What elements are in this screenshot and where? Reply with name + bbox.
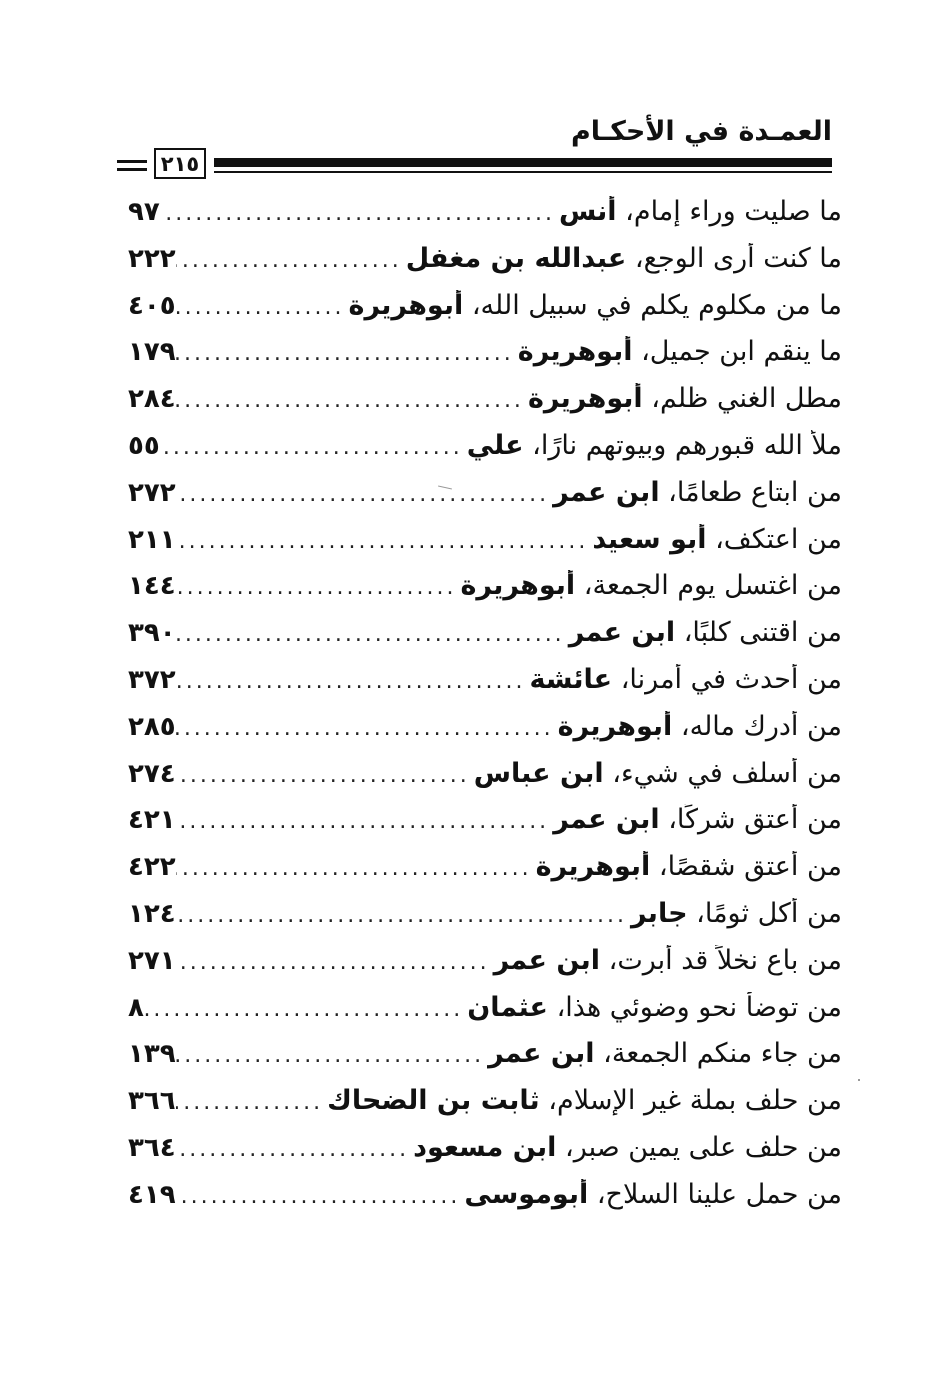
- entry-narrator: عبدالله بن مغفل: [405, 242, 627, 274]
- leader-dots: [176, 669, 530, 694]
- entry-text: من أحدث في أمرنا،: [620, 663, 842, 695]
- entry-narrator: ابن مسعود: [413, 1131, 557, 1163]
- index-entry: [128, 898, 842, 945]
- page-number: ٢١٥: [154, 148, 206, 179]
- index-entry: [128, 945, 842, 992]
- entry-narrator: أبوهريرة: [557, 710, 673, 742]
- index-entry: [128, 1038, 842, 1085]
- entry-narrator: عائشة: [529, 663, 613, 695]
- header-rule-stub: [117, 168, 147, 171]
- entry-narrator: أبوهريرة: [535, 851, 651, 883]
- entry-page-number: ١٣٩: [128, 1039, 176, 1070]
- entry-narrator: أبو سعيد: [592, 523, 707, 555]
- entry-text: من أكل ثومًا،: [696, 897, 842, 929]
- entry-text: ملأ الله قبورهم وبيوتهم نارًا،: [532, 429, 842, 461]
- leader-dots: [176, 1043, 489, 1068]
- index-entry: [128, 664, 842, 711]
- entry-page-number: ٨: [128, 992, 144, 1023]
- index-entry: [128, 383, 842, 430]
- entry-narrator: ابن عمر: [568, 617, 676, 649]
- entry-page-number: ٢١١: [128, 524, 176, 555]
- entry-narrator: أبوهريرة: [527, 383, 643, 415]
- entry-narrator: أبوهريرة: [348, 289, 464, 321]
- entry-page-number: ٩٧: [128, 197, 160, 227]
- entry-text: من ابتاع طعامًا،: [668, 476, 842, 508]
- entry-page-number: ٣٦٦: [128, 1086, 176, 1117]
- entry-text: مطل الغني ظلم،: [651, 383, 842, 415]
- entry-page-number: ٢٧٤: [128, 758, 176, 789]
- index-entry: [128, 617, 842, 664]
- leader-dots: [176, 809, 554, 834]
- entry-text: من أسلف في شيء،: [612, 757, 842, 789]
- index-entry: [128, 336, 842, 383]
- entry-text: ما كنت أرى الوجع،: [634, 242, 842, 274]
- entry-page-number: ٥٥: [128, 430, 160, 461]
- leader-dots: [176, 950, 494, 975]
- entry-page-number: ٣٩٠: [128, 618, 176, 649]
- entry-narrator: ابن عمر: [488, 1038, 595, 1070]
- entry-narrator: أنس: [558, 196, 617, 227]
- entry-text: من أدرك ماله،: [680, 710, 842, 742]
- entry-text: من توضأ نحو وضوئي هذا،: [556, 991, 842, 1023]
- entry-page-number: ٣٧٢: [128, 664, 176, 695]
- entry-page-number: ٢٨٤: [128, 384, 176, 415]
- entry-narrator: ابن عمر: [493, 944, 601, 976]
- leader-dots: [176, 903, 631, 928]
- header-rule-stub: [117, 160, 147, 163]
- entry-narrator: ابن عباس: [473, 757, 604, 789]
- entry-page-number: ١٤٤: [128, 571, 176, 602]
- entry-text: من أعتق شقصًا،: [658, 851, 842, 883]
- entry-page-number: ٣٦٤: [128, 1132, 176, 1163]
- entry-narrator: أبوهريرة: [460, 570, 576, 602]
- leader-dots: [176, 763, 474, 788]
- entry-text: ما صليت وراء إمام،: [625, 196, 842, 227]
- entry-text: من أعتق شركًا،: [668, 804, 842, 836]
- index-list: [128, 196, 842, 1226]
- entry-narrator: ابن عمر: [553, 476, 660, 508]
- leader-dots: [176, 1090, 328, 1115]
- leader-dots: [176, 1184, 465, 1209]
- leader-dots: [176, 716, 558, 741]
- entry-page-number: ٢٧٢: [128, 477, 176, 508]
- index-entry: [128, 758, 842, 805]
- leader-dots: [176, 856, 536, 881]
- entry-page-number: ٢٢٢: [128, 243, 176, 274]
- leader-dots: [160, 201, 559, 226]
- entry-text: من حلف على يمين صبر،: [565, 1131, 842, 1163]
- leader-dots: [176, 529, 593, 554]
- entry-narrator: أبوموسى: [464, 1178, 589, 1210]
- index-entry: [128, 1132, 842, 1179]
- entry-page-number: ٤٢٢: [128, 852, 176, 883]
- entry-narrator: عثمان: [467, 991, 548, 1023]
- entry-narrator: أبوهريرة: [517, 336, 633, 368]
- leader-dots: [160, 435, 467, 460]
- entry-text: من حلف بملة غير الإسلام،: [548, 1085, 842, 1117]
- index-entry: [128, 196, 842, 243]
- index-entry: [128, 992, 842, 1039]
- entry-page-number: ١٢٤: [128, 898, 176, 929]
- index-entry: [128, 851, 842, 898]
- leader-dots: [176, 341, 518, 366]
- entry-text: ما ينقم ابن جميل،: [641, 336, 842, 368]
- index-entry: [128, 1179, 842, 1226]
- scan-speck: [858, 1079, 860, 1081]
- index-entry: [128, 804, 842, 851]
- running-title: العمـدة في الأحكـام: [571, 116, 832, 147]
- index-entry: [128, 1085, 842, 1132]
- index-entry: [128, 430, 842, 477]
- entry-page-number: ٤١٩: [128, 1179, 176, 1210]
- leader-dots: [176, 1137, 413, 1162]
- leader-dots: [176, 248, 406, 273]
- entry-page-number: ٢٨٥: [128, 711, 176, 742]
- index-entry: [128, 477, 842, 524]
- entry-page-number: ٤٢١: [128, 805, 176, 836]
- entry-narrator: ابن عمر: [553, 804, 660, 836]
- leader-dots: [176, 622, 569, 647]
- leader-dots: [176, 575, 461, 600]
- leader-dots: [176, 295, 349, 320]
- entry-text: من باع نخلاً قد أبرت،: [608, 944, 842, 976]
- index-entry: [128, 711, 842, 758]
- entry-narrator: جابر: [631, 897, 688, 929]
- entry-narrator: علي: [466, 429, 524, 461]
- entry-page-number: ٤٠٥: [128, 290, 176, 321]
- leader-dots: [176, 482, 554, 507]
- entry-page-number: ٢٧١: [128, 945, 176, 976]
- entry-text: من اعتكف،: [715, 523, 842, 555]
- entry-text: ما من مكلوم يكلم في سبيل الله،: [471, 289, 842, 321]
- entry-text: من حمل علينا السلاح،: [596, 1178, 842, 1210]
- leader-dots: [176, 388, 528, 413]
- header-rule-thick: [214, 158, 832, 167]
- entry-narrator: ثابت بن الضحاك: [327, 1085, 540, 1117]
- entry-text: من جاء منكم الجمعة،: [603, 1038, 842, 1070]
- entry-page-number: ١٧٩: [128, 337, 176, 368]
- header-rule-thin: [214, 171, 832, 173]
- entry-text: من اغتسل يوم الجمعة،: [583, 570, 842, 602]
- index-entry: [128, 243, 842, 290]
- leader-dots: [144, 997, 467, 1022]
- index-entry: [128, 570, 842, 617]
- index-entry: [128, 524, 842, 571]
- entry-text: من اقتنى كلبًا،: [683, 617, 842, 649]
- index-entry: [128, 290, 842, 337]
